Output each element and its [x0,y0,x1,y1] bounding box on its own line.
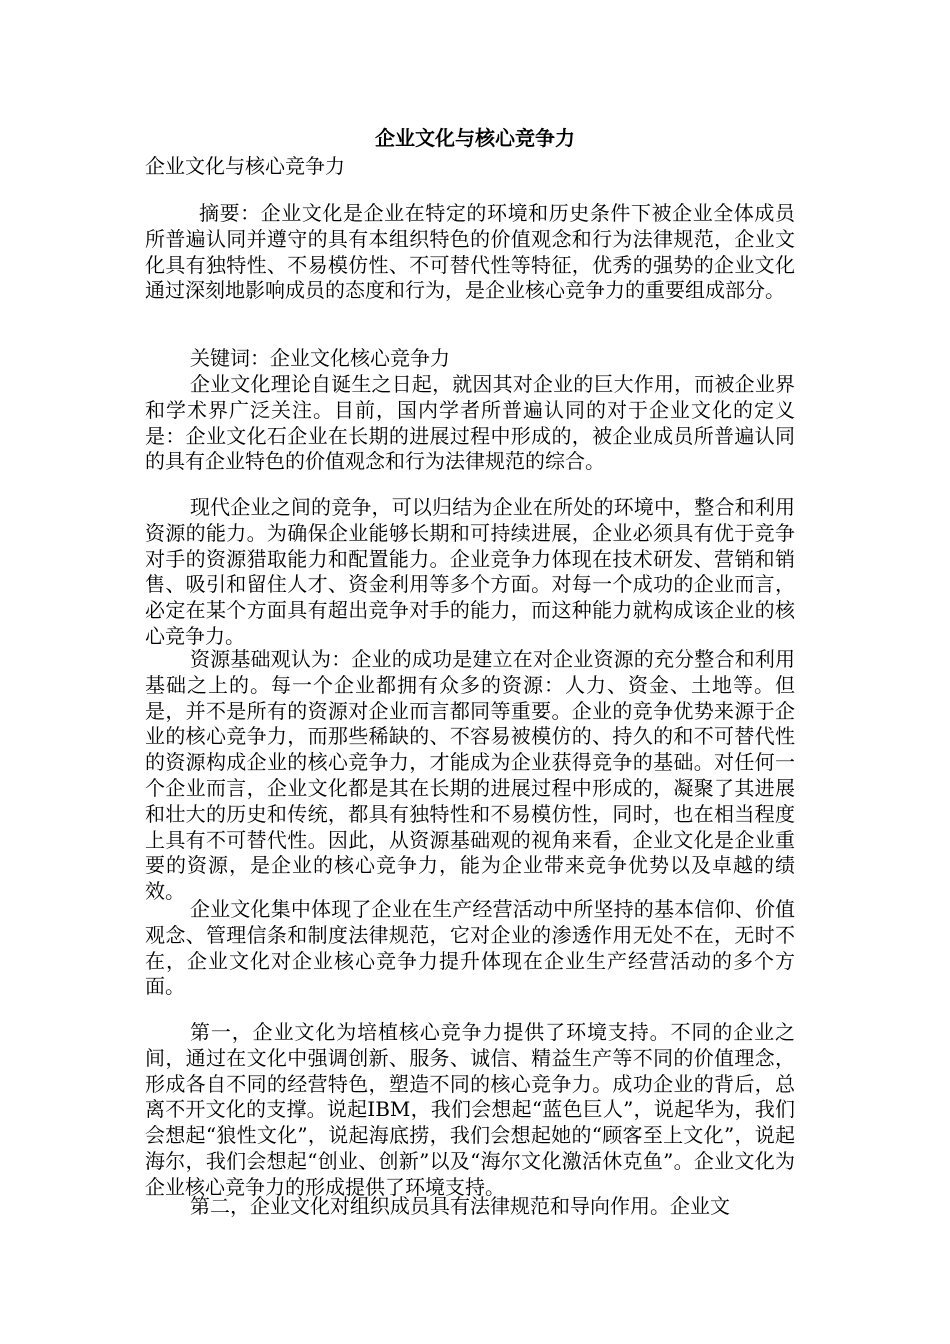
body-paragraph: 企业文化集中体现了企业在生产经营活动中所坚持的基本信仰、价值观念、管理信条和制度法律规范，它对企业的渗透作用无处不在，无时不在，企业文化对企业核心竞争力提升体现在企业生产经营活动的多个方面。 [145,897,795,999]
body-paragraph: 现代企业之间的竞争，可以归结为企业在所处的环境中，整合和利用资源的能力。为确保企业能够长期和可持续进展，企业必须具有优于竞争对手的资源猎取能力和配置能力。企业竞争力体现在技术研发、营销和销售、吸引和留住人才、资金利用等多个方面。对每一个成功的企业而言，必定在某个方面具有超出竞争对手的能力，而这种能力就构成该企业的核心竞争力。 [145,495,795,648]
abstract-paragraph: 摘要：企业文化是企业在特定的环境和历史条件下被企业全体成员所普遍认同并遵守的具有本组织特色的价值观念和行为法律规范，企业文化具有独特性、不易模仿性、不可替代性等特征，优秀的强势的企业文化通过深刻地影响成员的态度和行为，是企业核心竞争力的重要组成部分。 [145,201,795,303]
body-paragraph: 企业文化理论自诞生之日起，就因其对企业的巨大作用，而被企业界和学术界广泛关注。目前，国内学者所普遍认同的对于企业文化的定义是：企业文化石企业在长期的进展过程中形成的，被企业成员所普遍认同的具有企业特色的价值观念和行为法律规范的综合。 [145,372,795,474]
keywords-line: 关键词：企业文化核心竞争力 [190,346,450,370]
body-paragraph: 第二，企业文化对组织成员具有法律规范和导向作用。企业文 [190,1194,730,1218]
body-paragraph: 第一，企业文化为培植核心竞争力提供了环境支持。不同的企业之间，通过在文化中强调创新、服务、诚信、精益生产等不同的价值理念，形成各自不同的经营特色，塑造不同的核心竞争力。成功企业的背后，总离不开文化的支撑。说起IBM，我们会想起“蓝色巨人”，说起华为，我们会想起“狼性文化”，说起海底捞，我们会想起她的“顾客至上文化”，说起海尔，我们会想起“创业、创新”以及“海尔文化激活休克鱼”。企业文化为企业核心竞争力的形成提供了环境支持。 [145,1020,795,1199]
document-title: 企业文化与核心竞争力 [375,126,575,150]
body-paragraph: 资源基础观认为：企业的成功是建立在对企业资源的充分整合和利用基础之上的。每一个企业都拥有众多的资源：人力、资金、土地等。但是，并不是所有的资源对企业而言都同等重要。企业的竞争优势来源于企业的核心竞争力，而那些稀缺的、不容易被模仿的、持久的和不可替代性的资源构成企业的核心竞争力，才能成为企业获得竞争的基础。对任何一个企业而言，企业文化都是其在长期的进展过程中形成的，凝聚了其进展和壮大的历史和传统，都具有独特性和不易模仿性，同时，也在相当程度上具有不可替代性。因此，从资源基础观的视角来看，企业文化是企业重要的资源，是企业的核心竞争力，能为企业带来竞争优势以及卓越的绩效。 [145,647,795,904]
document-subtitle: 企业文化与核心竞争力 [145,154,345,178]
